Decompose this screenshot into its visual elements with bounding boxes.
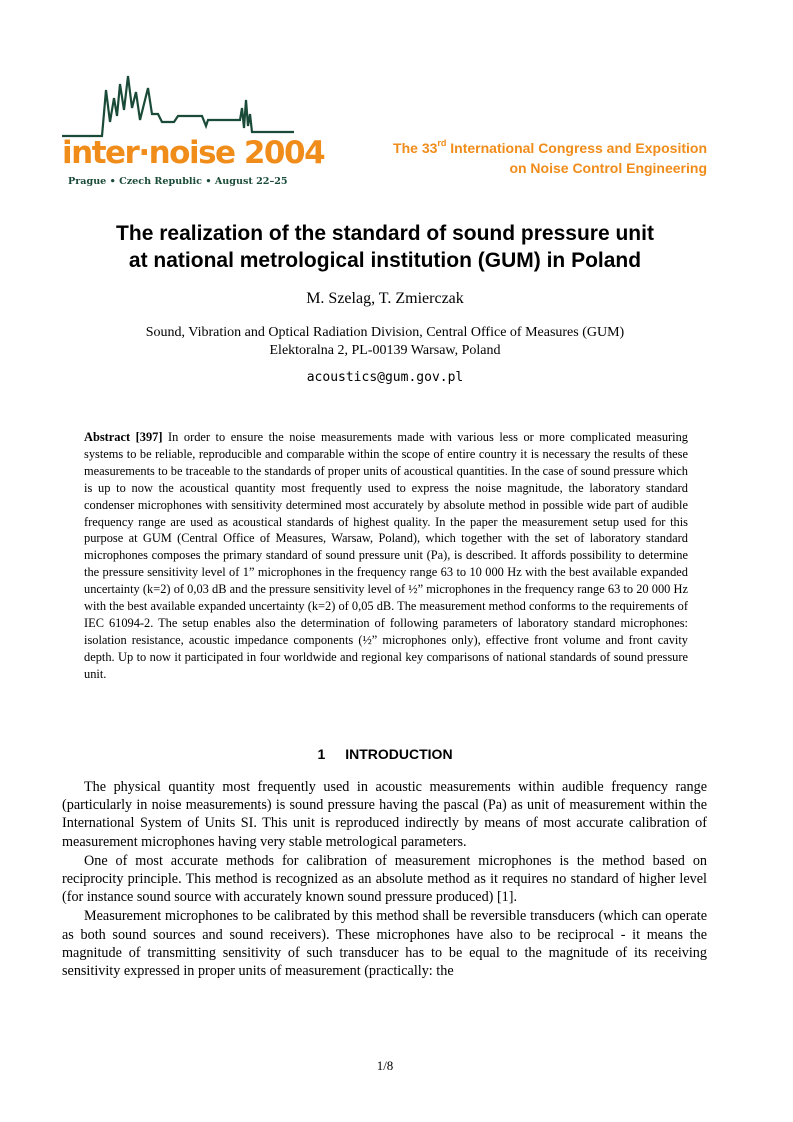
congress-title: [393, 138, 707, 178]
paragraph: One of most accurate methods for calibration of measurement microphones is the method based on reciprocity principle. This method is recognized as an absolute method as it requires no standard of higher level (for instance sound source with accurately known sound pressure produced) [1].: [62, 852, 707, 906]
abstract-label: Abstract [397]: [84, 430, 163, 444]
affiliation: [60, 324, 710, 360]
abstract-text: In order to ensure the noise measurements made with various less or more complicated measuring systems to be reliable, reproducible and comparable within the scope of entire country it is necessary the results of these measurements to be traceable to the standards of proper units of acoustical quantities. In the case of sound pressure which is up to now the acoustical quantity most frequently used to express the noise magnitude, the laboratory standard condenser microphones with sensitivity determined most accurately by absolute method in possible wide part of audible frequency range are used as acoustical standards of highest quality. In the paper the measurement setup used for this purpose at GUM (Central Office of Measures, Warsaw, Poland), which together with the set of laboratory standard microphones composes the primary standard of sound pressure unit (Pa), is described. It affords possibility to determine the pressure sensitivity level of 1” microphones in the frequency range 63 to 10 000 Hz with the best available expanded uncertainty (k=2) of 0,03 dB and the pressure sensitivity level of ½” microphones in the frequency range 63 to 20 000 Hz with the best available expanded uncertainty (k=2) of 0,05 dB. The measurement method conforms to the requirements of IEC 61094-2. The setup enables also the determination of following parameters of laboratory standard microphones: isolation resistance, acoustic impedance components (½” microphones only), effective front volume and front cavity depth. Up to now it participated in four worldwide and regional key comparisons of national standards of sound pressure unit.: [84, 430, 688, 681]
page-number: 1/8: [376, 1058, 394, 1073]
logo-text: inter·noise 2004: [62, 135, 325, 171]
ordinal-superscript: rd: [437, 138, 447, 149]
paragraph: The physical quantity most frequently used in acoustic measurements within audible frequency range (particularly in noise measurements) is sound pressure having the pascal (Pa) as unit of measurement within the International System of Units SI. This unit is reproduced indirectly by means of most accurate calibration of measurement microphones having very stable metrological parameters.: [62, 779, 707, 850]
congress-line-2: on Noise Control Engineering: [509, 160, 707, 176]
affiliation-line-1: Sound, Vibration and Optical Radiation Division, Central Office of Measures (GUM): [145, 325, 625, 340]
affiliation-line-2: Elektoralna 2, PL-00139 Warsaw, Poland: [269, 343, 501, 358]
conference-logo: [62, 70, 325, 192]
contact-email[interactable]: acoustics@gum.gov.pl: [306, 370, 464, 385]
section-body: [62, 778, 707, 981]
title-line-1: The realization of the standard of sound pressure unit: [116, 222, 654, 245]
paragraph: Measurement microphones to be calibrated by this method shall be reversible transducers (which can operate as both sound sources and sound receivers). These microphones have also to be reciprocal - it means the magnitude of transmitting sensitivity of such transducer has to be equal to the magnitude of its receiving sensitivity expressed in proper units of measurement (practically: the: [62, 908, 707, 980]
congress-line-1: The 33rd International Congress and Exposition: [393, 138, 707, 156]
skyline-icon: [62, 70, 294, 142]
paper-title: [60, 220, 710, 274]
abstract: [84, 429, 688, 683]
section-number: 1: [317, 746, 326, 762]
section-heading: [60, 746, 710, 762]
authors: M. Szelag, T. Zmierczak: [306, 290, 464, 307]
logo-subtitle: Prague • Czech Republic • August 22–25: [68, 176, 288, 187]
title-line-2: at national metrological institution (GUM) in Poland: [128, 249, 642, 272]
section-title: INTRODUCTION: [345, 746, 453, 762]
